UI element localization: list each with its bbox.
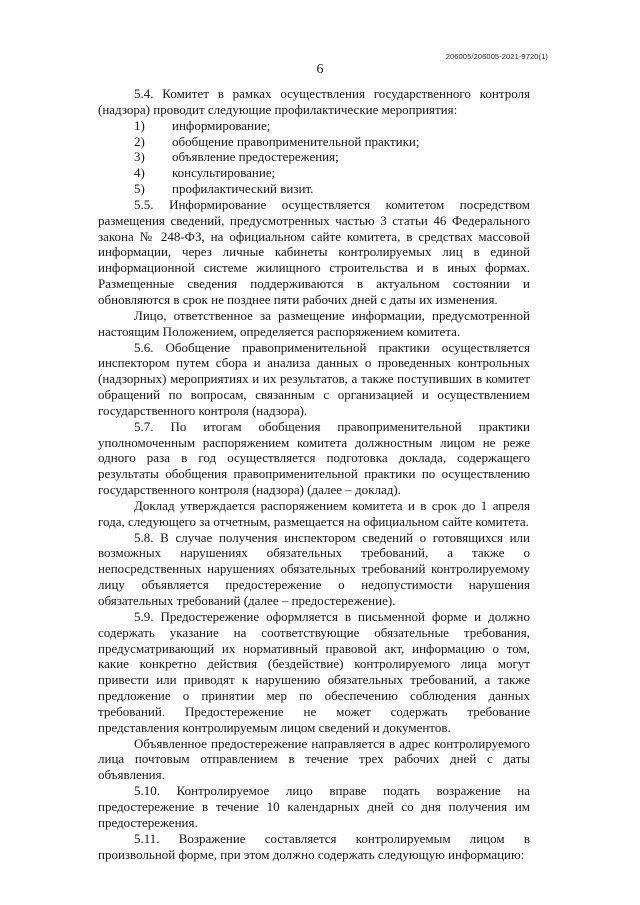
paragraph-5-5-responsible: Лицо, ответственное за размещение информации, предусмотренной настоящим Положением, определяется распоряжением комитета. [98, 307, 530, 339]
list-text: информирование; [172, 117, 271, 133]
list-text: профилактический визит. [172, 181, 314, 197]
paragraph-5-8: 5.8. В случае получения инспектором сведений о готовящихся или возможных нарушениях обязательных требований, а также о непосредственных нарушениях обязательных требований контролируемому лицу объявляется предостережение о недопустимости нарушения обязательных требований (далее – предостережение). [98, 529, 530, 608]
list-item [98, 181, 530, 197]
page-number: 6 [316, 62, 324, 77]
list-number: 5) [134, 181, 145, 197]
paragraph-5-9-delivery: Объявленное предостережение направляется в адрес контролируемого лица почтовым отправлением в течение трех рабочих дней с даты объявления. [98, 735, 530, 783]
list-item [98, 149, 530, 165]
paragraph-5-9: 5.9. Предостережение оформляется в письменной форме и должно содержать указание на соответствующие обязательные требования, предусматривающий их нормативный правовой акт, информацию о том, какие конкретно действия (бездействие) контролируемого лица могут привести или приводят к нарушению обязательных требований, а также предложение о принятии мер по обеспечению соблюдения данных требований. Предостережение не может содержать требование представления контролируемым лицом сведений и документов. [98, 608, 530, 735]
paragraph-5-11: 5.11. Возражение составляется контролируемым лицом в произвольной форме, при этом должно содержать следующую информацию: [98, 830, 530, 862]
list-item [98, 134, 530, 150]
paragraph-5-4: 5.4. Комитет в рамках осуществления государственного контроля (надзора) проводит следующие профилактические мероприятия: [98, 86, 530, 117]
list-text: консультирование; [172, 165, 276, 181]
list-text: обобщение правоприменительной практики; [172, 133, 420, 149]
list-number: 4) [134, 165, 145, 181]
paragraph-5-7-report: Доклад утверждается распоряжением комитета и в срок до 1 апреля года, следующего за отчетным, размещается на официальном сайте комитета. [98, 497, 530, 529]
paragraph-5-5: 5.5. Информирование осуществляется комитетом посредством размещения сведений, предусмотренных частью 3 статьи 46 Федерального закона № 248-ФЗ, на официальном сайте комитета, в средствах массовой информации, через личные кабинеты контролируемых лиц в единой информационной системе жилищного строительства и в иных формах. Размещенные сведения поддерживаются в актуальном состоянии и обновляются в срок не позднее пяти рабочих дней с даты их изменения. [98, 196, 530, 307]
list-item [98, 118, 530, 134]
list-number: 1) [134, 117, 145, 133]
paragraph-5-7: 5.7. По итогам обобщения правоприменительной практики уполномоченным распоряжением комитета должностным лицом не реже одного раза в год осуществляется подготовка доклада, содержащего результаты обобщения правоприменительной практики по осуществлению государственного контроля (надзора) (далее – доклад). [98, 418, 530, 498]
footer-mark [292, 858, 322, 860]
list-text: объявление предостережения; [172, 149, 339, 165]
measures-list [98, 118, 530, 197]
list-number: 3) [134, 149, 145, 165]
paragraph-5-6: 5.6. Обобщение правоприменительной практики осуществляется инспектором путем сбора и анализа данных о проведенных контрольных (надзорных) мероприятиях и их результатов, а также поступивших в комитет обращений по вопросам, связанным с организацией и осуществлением государственного контроля (надзора). [98, 339, 530, 418]
paragraph-5-10: 5.10. Контролируемое лицо вправе подать возражение на предостережение в течение 10 календарных дней со дня получения им предостережения. [98, 783, 530, 830]
list-item [98, 165, 530, 181]
document-id: 206005/206005-2021-9720(1) [445, 52, 548, 61]
page-body [98, 86, 530, 862]
list-number: 2) [134, 133, 145, 149]
